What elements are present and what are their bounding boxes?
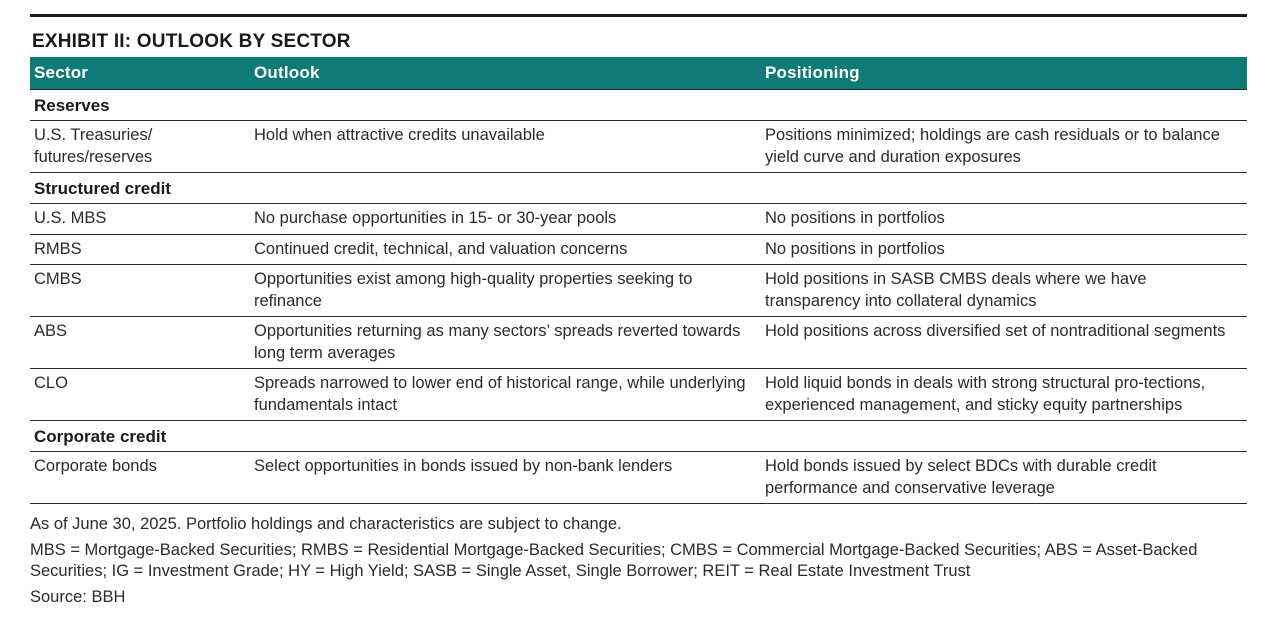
table-row — [30, 234, 1247, 265]
outlook-cell: Opportunities returning as many sectors’ spreads reverted towards long term averages — [250, 317, 761, 369]
exhibit-title: EXHIBIT II: OUTLOOK BY SECTOR — [32, 31, 351, 52]
sector-cell: U.S. MBS — [30, 204, 250, 235]
table-row — [30, 265, 1247, 317]
outlook-cell: Hold when attractive credits unavailable — [250, 121, 761, 173]
positioning-cell: Hold bonds issued by select BDCs with durable credit performance and conservative leverage — [761, 452, 1247, 504]
section-row-reserves — [30, 90, 1247, 121]
sector-cell: U.S. Treasuries/ futures/reserves — [30, 121, 250, 173]
footnotes — [30, 514, 1247, 608]
table-row — [30, 204, 1247, 235]
sector-cell: RMBS — [30, 234, 250, 265]
positioning-cell: Hold positions in SASB CMBS deals where we have transparency into collateral dynamics — [761, 265, 1247, 317]
positioning-cell: No positions in portfolios — [761, 234, 1247, 265]
sector-cell: Corporate bonds — [30, 452, 250, 504]
header-outlook: Outlook — [250, 57, 761, 90]
outlook-cell: Spreads narrowed to lower end of historical range, while underlying fundamentals intact — [250, 369, 761, 421]
positioning-cell: Hold liquid bonds in deals with strong structural pro-tections, experienced management, and sticky equity partnerships — [761, 369, 1247, 421]
positioning-cell: No positions in portfolios — [761, 204, 1247, 235]
outlook-table — [30, 57, 1247, 504]
table-row — [30, 452, 1247, 504]
section-label: Corporate credit — [30, 421, 1247, 452]
table-row — [30, 317, 1247, 369]
table-row — [30, 369, 1247, 421]
section-label: Reserves — [30, 90, 1247, 121]
positioning-cell: Hold positions across diversified set of nontraditional segments — [761, 317, 1247, 369]
table-header-row — [30, 57, 1247, 90]
section-row-corporate-credit — [30, 421, 1247, 452]
table-body — [30, 90, 1247, 504]
sector-cell: ABS — [30, 317, 250, 369]
sector-cell: CMBS — [30, 265, 250, 317]
positioning-cell: Positions minimized; holdings are cash residuals or to balance yield curve and duration exposures — [761, 121, 1247, 173]
outlook-cell: Continued credit, technical, and valuation concerns — [250, 234, 761, 265]
as-of-note: As of June 30, 2025. Portfolio holdings and characteristics are subject to change. — [30, 515, 622, 533]
header-positioning: Positioning — [761, 57, 1247, 90]
outlook-cell: No purchase opportunities in 15- or 30-year pools — [250, 204, 761, 235]
abbreviations-note: MBS = Mortgage-Backed Securities; RMBS = Residential Mortgage-Backed Securities; CMBS = Commercial Mortgage-Backed Securities; ABS = Asset-Backed Securities; IG = Investment Grade; HY = High Yield; SASB = Single Asset, Single Borrower; REIT = Real Estate Investment Trust — [30, 540, 1198, 580]
header-sector: Sector — [30, 57, 250, 90]
sector-cell: CLO — [30, 369, 250, 421]
table-row — [30, 121, 1247, 173]
source-note: Source: BBH — [30, 587, 126, 606]
top-rule — [30, 14, 1247, 17]
exhibit — [30, 14, 1247, 612]
outlook-cell: Opportunities exist among high-quality properties seeking to refinance — [250, 265, 761, 317]
outlook-cell: Select opportunities in bonds issued by non-bank lenders — [250, 452, 761, 504]
section-row-structured-credit — [30, 173, 1247, 204]
section-label: Structured credit — [30, 173, 1247, 204]
